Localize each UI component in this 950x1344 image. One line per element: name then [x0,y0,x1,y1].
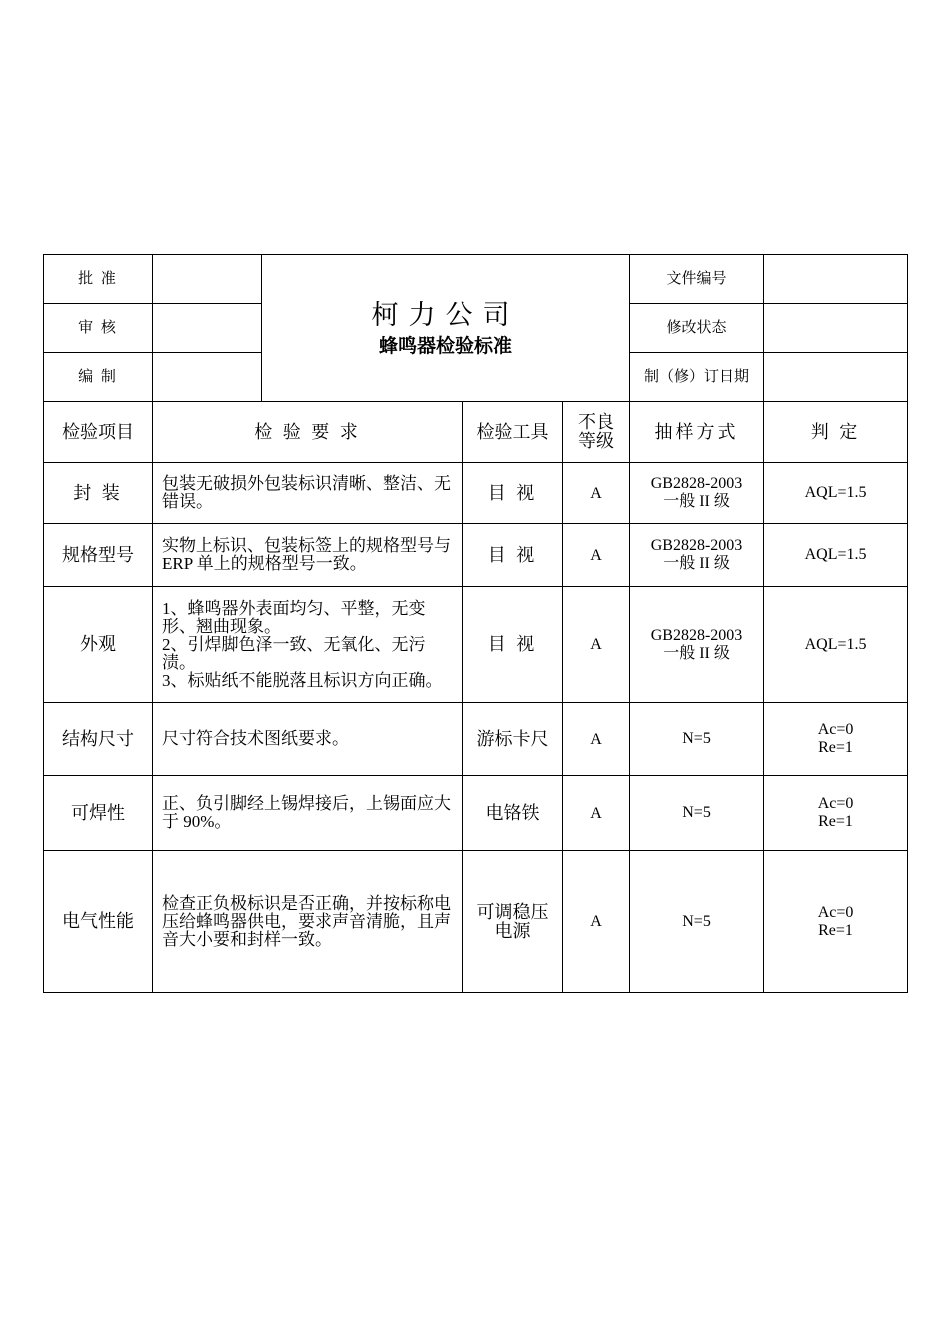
row-grade: A [563,463,630,524]
prepare-label: 编 制 [44,353,153,402]
row-grade: A [563,587,630,703]
row-sampling [630,463,764,524]
row-item: 可焊性 [44,776,153,851]
table-row [44,524,908,587]
sampling-line: 一般 II 级 [663,493,730,510]
judgement-line: Ac=0 [817,903,854,921]
row-requirement [153,524,463,587]
review-label: 审 核 [44,304,153,353]
revision-status-value [764,304,908,353]
tool-line: 电源 [494,920,531,941]
document-page [43,254,907,993]
row-judgement [764,703,908,776]
col-tool: 检验工具 [463,402,563,463]
table-row [44,776,908,851]
row-judgement [764,851,908,993]
file-number-value [764,255,908,304]
row-sampling [630,524,764,587]
requirement-line: 3、标贴纸不能脱落且标识方向正确。 [162,670,443,690]
judgement-line: Re=1 [818,739,853,756]
row-grade: A [563,776,630,851]
row-judgement: AQL=1.5 [764,587,908,703]
requirement-line: 2、引焊脚色泽一致、无氧化、无污渍。 [162,634,426,672]
table-row [44,463,908,524]
table-row [44,851,908,993]
requirement-line: 包装无破损外包装标识清晰、整洁、无错误。 [162,474,451,511]
row-requirement [153,776,463,851]
row-sampling: N=5 [630,776,764,851]
review-value [153,304,262,353]
col-sampling: 抽样方式 [630,402,764,463]
sampling-line: GB2828-2003 [650,626,743,644]
header-row-approve [44,255,908,304]
row-requirement [153,703,463,776]
row-tool [463,851,563,993]
row-sampling [630,587,764,703]
revision-date-label: 制（修）订日期 [630,353,764,402]
requirement-line: 检查正负极标识是否正确，并按标称电压给蜂鸣器供电，要求声音清脆，且声音大小要和封样一致。 [162,893,451,949]
table-row [44,587,908,703]
row-requirement [153,587,463,703]
sampling-line: 一般 II 级 [663,644,730,662]
row-grade: A [563,524,630,587]
column-header-row [44,402,908,463]
col-item: 检验项目 [44,402,153,463]
requirement-line: 正、负引脚经上锡焊接后，上锡面应大于 90%。 [162,794,451,831]
col-grade-line1: 不良 [578,412,615,432]
requirement-line: 实物上标识、包装标签上的规格型号与 ERP 单上的规格型号一致。 [162,536,451,573]
approve-value [153,255,262,304]
row-item: 规格型号 [44,524,153,587]
company-name: 柯力公司 [371,300,520,330]
judgement-line: Re=1 [818,921,853,939]
inspection-standard-table [43,254,908,993]
prepare-value [153,353,262,402]
revision-date-value [764,353,908,402]
file-number-label: 文件编号 [630,255,764,304]
sampling-line: 一般 II 级 [663,555,730,572]
col-grade [563,402,630,463]
row-tool: 目 视 [463,463,563,524]
row-sampling: N=5 [630,703,764,776]
row-requirement [153,463,463,524]
document-title: 蜂鸣器检验标准 [379,335,513,357]
col-grade-line2: 等级 [578,431,615,451]
requirement-line: 1、蜂鸣器外表面均匀、平整，无变形、翘曲现象。 [162,598,426,636]
row-tool: 目 视 [463,587,563,703]
requirement-line: 尺寸符合技术图纸要求。 [162,729,349,748]
row-sampling: N=5 [630,851,764,993]
col-judgement: 判 定 [764,402,908,463]
tool-line: 可调稳压 [476,901,549,922]
row-judgement: AQL=1.5 [764,524,908,587]
row-item: 电气性能 [44,851,153,993]
row-tool: 游标卡尺 [463,703,563,776]
col-requirement: 检 验 要 求 [153,402,463,463]
row-grade: A [563,851,630,993]
judgement-line: Ac=0 [817,721,854,738]
judgement-line: Re=1 [818,813,853,830]
row-item: 外观 [44,587,153,703]
row-judgement: AQL=1.5 [764,463,908,524]
row-tool: 目 视 [463,524,563,587]
sampling-line: GB2828-2003 [650,537,743,554]
sampling-line: GB2828-2003 [650,475,743,492]
judgement-line: Ac=0 [817,795,854,812]
row-requirement [153,851,463,993]
row-judgement [764,776,908,851]
approve-label: 批 准 [44,255,153,304]
revision-status-label: 修改状态 [630,304,764,353]
title-block [262,255,630,402]
row-item: 封 装 [44,463,153,524]
row-item: 结构尺寸 [44,703,153,776]
row-tool: 电铬铁 [463,776,563,851]
table-row [44,703,908,776]
row-grade: A [563,703,630,776]
